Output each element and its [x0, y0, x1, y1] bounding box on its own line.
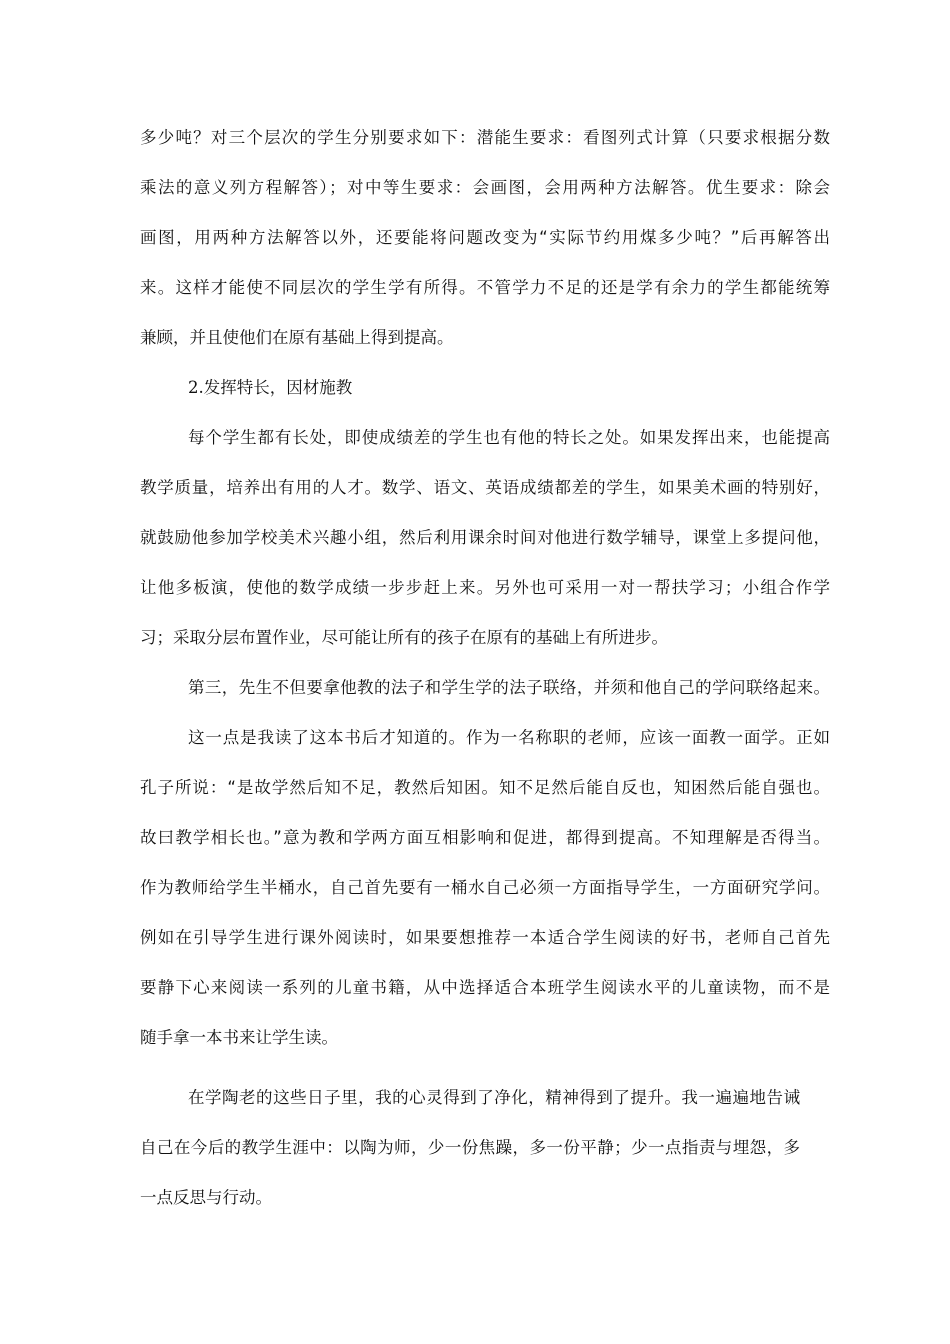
text-line: 教学质量，培养出有用的人才。数学、语文、英语成绩都差的学生，如果美术画的特别好，: [140, 478, 830, 497]
text-line: 来。这样才能使不同层次的学生学有所得。不管学力不足的还是学有余力的学生都能统筹: [140, 278, 830, 297]
text-line: 随手拿一本书来让学生读。: [140, 1028, 338, 1047]
text-line: 作为教师给学生半桶水，自己首先要有一桶水自己必须一方面指导学生，一方面研究学问。: [140, 878, 830, 897]
text-line: 例如在引导学生进行课外阅读时，如果要想推荐一本适合学生阅读的好书，老师自己首先: [140, 928, 830, 947]
text-line: 一点反思与行动。: [140, 1188, 272, 1207]
text-line: 乘法的意义列方程解答）；对中等生要求：会画图，会用两种方法解答。优生要求：除会: [140, 178, 830, 197]
section-heading: 2.发挥特长，因材施教: [188, 378, 353, 397]
text-line: 第三，先生不但要拿他教的法子和学生学的法子联络，并须和他自己的学问联络起来。: [188, 678, 830, 697]
text-line: 这一点是我读了这本书后才知道的。作为一名称职的老师，应该一面教一面学。正如: [188, 728, 830, 747]
text-line: 孔子所说：“是故学然后知不足，教然后知困。知不足然后能自反也，知困然后能自强也。: [140, 778, 830, 797]
text-line: 就鼓励他参加学校美术兴趣小组，然后利用课余时间对他进行数学辅导，课堂上多提问他，: [140, 528, 830, 547]
text-line: 让他多板演，使他的数学成绩一步步赶上来。另外也可采用一对一帮扶学习；小组合作学: [140, 578, 830, 597]
text-line: 故曰教学相长也。”意为教和学两方面互相影响和促进，都得到提高。不知理解是否得当。: [140, 828, 830, 847]
text-line: 每个学生都有长处，即使成绩差的学生也有他的特长之处。如果发挥出来，也能提高: [188, 428, 830, 447]
text-line: 多少吨？对三个层次的学生分别要求如下：潜能生要求：看图列式计算（只要求根据分数: [140, 128, 830, 147]
text-line: 要静下心来阅读一系列的儿童书籍，从中选择适合本班学生阅读水平的儿童读物，而不是: [140, 978, 830, 997]
text-line: 兼顾，并且使他们在原有基础上得到提高。: [140, 328, 454, 347]
text-line: 自己在今后的教学生涯中：以陶为师，少一份焦躁，多一份平静；少一点指责与埋怨，多: [140, 1138, 800, 1157]
text-line: 画图，用两种方法解答以外，还要能将问题改变为“实际节约用煤多少吨？”后再解答出: [140, 228, 830, 247]
text-line: 习；采取分层布置作业，尽可能让所有的孩子在原有的基础上有所进步。: [140, 628, 668, 647]
text-line: 在学陶老的这些日子里，我的心灵得到了净化，精神得到了提升。我一遍遍地告诫: [188, 1088, 800, 1107]
